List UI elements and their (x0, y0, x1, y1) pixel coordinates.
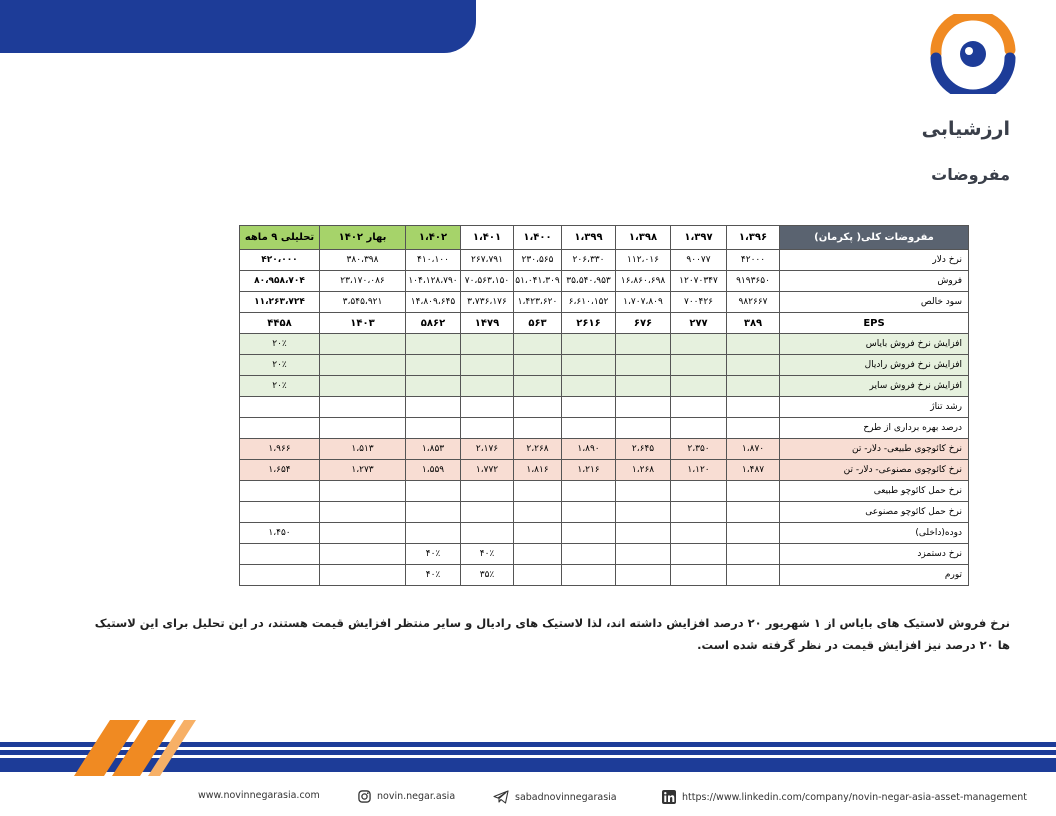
table-cell (727, 355, 780, 376)
assumptions-table (239, 225, 969, 586)
table-cell (727, 418, 780, 439)
table-cell (461, 376, 514, 397)
row-label: افزایش نرخ فروش بایاس (780, 334, 969, 355)
table-cell: ۵۸۶۲ (406, 313, 461, 334)
table-cell: ۱،۸۱۶ (514, 460, 562, 481)
table-cell: ۲،۲۶۸ (514, 439, 562, 460)
table-cell: ۴۴۵۸ (240, 313, 320, 334)
table-cell (461, 502, 514, 523)
analysis-note: نرخ فروش لاستیک های بایاس از ۱ شهریور ۲۰ درصد افزایش داشته اند، لذا لاستیک های رادیال و سایر منتظر افزایش قیمت هستند، در این تحلیل برای این لاستیک ها ۲۰ درصد نیز افزایش قیمت در نظر گرفته شده است. (94, 616, 1010, 652)
table-cell (461, 523, 514, 544)
table-row (240, 418, 969, 439)
table-cell: ۱،۷۰۷،۸۰۹ (616, 292, 671, 313)
table-cell (320, 418, 406, 439)
row-label: دوده(داخلی) (780, 523, 969, 544)
row-label: نرخ کائوچوی طبیعی- دلار- تن (780, 439, 969, 460)
table-cell: ۳۵،۵۴۰،۹۵۳ (562, 271, 616, 292)
column-header: ۱،۴۰۰ (514, 226, 562, 250)
table-cell (562, 565, 616, 586)
column-header: تحلیلی ۹ ماهه (240, 226, 320, 250)
table-cell (562, 418, 616, 439)
table-cell (727, 481, 780, 502)
table-cell (616, 397, 671, 418)
table-row (240, 313, 969, 334)
table-cell: ۱۶،۸۶۰،۶۹۸ (616, 271, 671, 292)
page-title: ارزشیابی (921, 118, 1010, 140)
table-cell (671, 544, 727, 565)
table-cell: ۱۴۷۹ (461, 313, 514, 334)
column-header: ۱،۳۹۹ (562, 226, 616, 250)
table-cell: ۵۱،۰۴۱،۳۰۹ (514, 271, 562, 292)
table-cell: ۲،۳۵۰ (671, 439, 727, 460)
table-cell (461, 355, 514, 376)
table-cell (671, 334, 727, 355)
table-cell (727, 397, 780, 418)
top-banner (0, 0, 476, 53)
row-label: افزایش نرخ فروش سایر (780, 376, 969, 397)
table-cell: ۲،۱۷۶ (461, 439, 514, 460)
table-row (240, 439, 969, 460)
table-cell (671, 523, 727, 544)
table-cell: ۱،۸۵۳ (406, 439, 461, 460)
table-cell: ۱،۱۲۰ (671, 460, 727, 481)
table-cell: ۴۲۰۰۰ (727, 250, 780, 271)
table-cell (671, 481, 727, 502)
table-cell (514, 334, 562, 355)
table-cell: ۱،۴۲۳،۶۲۰ (514, 292, 562, 313)
table-cell (616, 376, 671, 397)
table-cell (671, 502, 727, 523)
table-cell (616, 355, 671, 376)
row-label: نرخ کائوچوی مصنوعی- دلار- تن (780, 460, 969, 481)
table-cell (514, 523, 562, 544)
page-subtitle: مفروضات (931, 165, 1010, 184)
table-cell (461, 397, 514, 418)
table-cell (320, 376, 406, 397)
row-label: نرخ دستمزد (780, 544, 969, 565)
table-cell (562, 523, 616, 544)
table-cell (514, 355, 562, 376)
table-cell: ۱۱۲،۰۱۶ (616, 250, 671, 271)
table-cell: ۱،۸۷۰ (727, 439, 780, 460)
table-cell: ۱۴،۸۰۹،۶۴۵ (406, 292, 461, 313)
table-cell (514, 376, 562, 397)
row-label: سود خالص (780, 292, 969, 313)
column-header: ۱،۴۰۲ (406, 226, 461, 250)
website-text[interactable]: www.novinnegarasia.com (198, 790, 320, 801)
table-row (240, 334, 969, 355)
table-row (240, 271, 969, 292)
table-cell (562, 544, 616, 565)
table-cell (671, 355, 727, 376)
row-label: افزایش نرخ فروش رادیال (780, 355, 969, 376)
table-cell (562, 502, 616, 523)
table-cell (514, 481, 562, 502)
linkedin-text[interactable]: https://www.linkedin.com/company/novin-negar-asia-asset-management (682, 791, 1028, 803)
table-header-row (240, 226, 969, 250)
footer-linkedin[interactable] (662, 790, 1027, 804)
table-cell: ۴۰٪ (461, 544, 514, 565)
table-cell (727, 544, 780, 565)
table-row (240, 481, 969, 502)
table-cell: ۱،۸۹۰ (562, 439, 616, 460)
footer-website[interactable] (198, 790, 320, 801)
table-cell: ۲۷۷ (671, 313, 727, 334)
table-cell (514, 565, 562, 586)
table-cell: ۱،۴۸۷ (727, 460, 780, 481)
table-cell (406, 418, 461, 439)
telegram-text[interactable]: sabadnovinnegarasia (515, 791, 617, 803)
table-cell: ۹۱۹۳۶۵۰ (727, 271, 780, 292)
table-cell (562, 376, 616, 397)
table-cell: ۲۶۱۶ (562, 313, 616, 334)
table-cell: ۱،۴۵۰ (240, 523, 320, 544)
table-cell: ۴۱۰،۱۰۰ (406, 250, 461, 271)
table-cell (406, 397, 461, 418)
table-cell: ۱،۲۷۳ (320, 460, 406, 481)
table-cell: ۸۰،۹۵۸،۷۰۴ (240, 271, 320, 292)
table-row (240, 565, 969, 586)
table-cell (727, 376, 780, 397)
table-cell: ۶،۶۱۰،۱۵۲ (562, 292, 616, 313)
table-cell: ۳۵٪ (461, 565, 514, 586)
table-cell (514, 418, 562, 439)
column-header: ۱،۴۰۱ (461, 226, 514, 250)
table-cell (240, 481, 320, 502)
table-cell: ۹۰۰۷۷ (671, 250, 727, 271)
table-cell: ۱۱،۲۶۳،۷۲۴ (240, 292, 320, 313)
table-cell: ۲۳۰،۵۶۵ (514, 250, 562, 271)
table-cell: ۵۶۳ (514, 313, 562, 334)
table-cell (406, 481, 461, 502)
column-header: ۱،۳۹۸ (616, 226, 671, 250)
row-label: نرخ حمل کائوچو طبیعی (780, 481, 969, 502)
table-cell: ۱،۵۵۹ (406, 460, 461, 481)
table-row (240, 523, 969, 544)
table-cell (671, 418, 727, 439)
table-cell: ۲۰٪ (240, 376, 320, 397)
table-row (240, 250, 969, 271)
table-cell: ۱۲۰۷۰۳۴۷ (671, 271, 727, 292)
table-cell (671, 376, 727, 397)
table-cell: ۲۰٪ (240, 355, 320, 376)
table-cell (514, 502, 562, 523)
table-cell (727, 523, 780, 544)
table-cell: ۳،۷۳۶،۱۷۶ (461, 292, 514, 313)
table-cell (727, 565, 780, 586)
table-row (240, 397, 969, 418)
table-cell (240, 418, 320, 439)
column-header: بهار ۱۴۰۲ (320, 226, 406, 250)
table-head-label: مفروضات کلی( پکرمان) (780, 226, 969, 250)
footer-instagram[interactable] (358, 790, 455, 803)
table-cell (320, 397, 406, 418)
table-cell (240, 397, 320, 418)
table-cell (240, 565, 320, 586)
table-cell: ۲۰٪ (240, 334, 320, 355)
table-cell (406, 355, 461, 376)
table-cell (461, 481, 514, 502)
row-label: فروش (780, 271, 969, 292)
table-cell (240, 544, 320, 565)
table-cell (320, 355, 406, 376)
table-cell: ۲۶۷،۷۹۱ (461, 250, 514, 271)
table-cell (406, 523, 461, 544)
table-cell (320, 502, 406, 523)
table-cell (616, 502, 671, 523)
table-cell (514, 397, 562, 418)
table-row (240, 292, 969, 313)
table-cell (320, 523, 406, 544)
table-cell (727, 502, 780, 523)
table-cell (514, 544, 562, 565)
company-logo-icon (928, 14, 1018, 94)
table-row (240, 502, 969, 523)
table-cell: ۳،۵۴۵،۹۲۱ (320, 292, 406, 313)
table-cell (616, 418, 671, 439)
table-cell: ۱،۲۶۸ (616, 460, 671, 481)
table-cell (320, 565, 406, 586)
table-cell: ۴۲۰،۰۰۰ (240, 250, 320, 271)
table-cell: ۱،۵۱۳ (320, 439, 406, 460)
table-cell: ۱،۶۵۴ (240, 460, 320, 481)
linkedin-icon (662, 790, 676, 804)
table-row (240, 376, 969, 397)
instagram-text[interactable]: novin.negar.asia (377, 791, 456, 802)
table-cell: ۳۸۹ (727, 313, 780, 334)
instagram-icon (358, 790, 371, 803)
row-label: درصد بهره برداری از طرح (780, 418, 969, 439)
table-cell: ۷۰۰۴۲۶ (671, 292, 727, 313)
table-cell: ۹۸۲۶۶۷ (727, 292, 780, 313)
table-cell (616, 334, 671, 355)
table-cell (562, 397, 616, 418)
column-header: ۱،۳۹۶ (727, 226, 780, 250)
table-cell: ۱،۷۷۲ (461, 460, 514, 481)
table-cell (320, 544, 406, 565)
table-cell (320, 334, 406, 355)
table-cell: ۳۸۰،۳۹۸ (320, 250, 406, 271)
row-label: EPS (780, 313, 969, 334)
table-cell (727, 334, 780, 355)
table-cell: ۱۰۴،۱۲۸،۷۹۰ (406, 271, 461, 292)
table-cell (406, 502, 461, 523)
table-row (240, 355, 969, 376)
table-cell (616, 544, 671, 565)
table-cell: ۶۷۶ (616, 313, 671, 334)
table-cell: ۴۰٪ (406, 565, 461, 586)
table-cell (562, 334, 616, 355)
table-cell: ۱،۲۱۶ (562, 460, 616, 481)
table-cell: ۲۳،۱۷۰،۰۸۶ (320, 271, 406, 292)
table-cell: ۲،۶۴۵ (616, 439, 671, 460)
table-row (240, 544, 969, 565)
table-cell (671, 397, 727, 418)
footer-stripes (0, 716, 1056, 776)
table-body (240, 250, 969, 586)
table-cell: ۷۰،۵۶۳،۱۵۰ (461, 271, 514, 292)
table-cell (562, 481, 616, 502)
table-cell (320, 481, 406, 502)
table-cell (671, 565, 727, 586)
row-label: نرخ حمل کائوچو مصنوعی (780, 502, 969, 523)
table-cell: ۲۰۶،۳۳۰ (562, 250, 616, 271)
table-cell (461, 334, 514, 355)
table-cell (461, 418, 514, 439)
column-header: ۱،۳۹۷ (671, 226, 727, 250)
table-cell: ۱۴۰۳ (320, 313, 406, 334)
table-cell: ۱،۹۶۶ (240, 439, 320, 460)
telegram-icon (493, 790, 509, 804)
row-label: نرخ دلار (780, 250, 969, 271)
footer-telegram[interactable] (493, 790, 617, 804)
table-cell (240, 502, 320, 523)
table-row (240, 460, 969, 481)
table-cell (562, 355, 616, 376)
table-cell (616, 481, 671, 502)
table-cell (406, 376, 461, 397)
table-cell (406, 334, 461, 355)
row-label: تورم (780, 565, 969, 586)
table-cell (616, 565, 671, 586)
table-cell: ۴۰٪ (406, 544, 461, 565)
table-cell (616, 523, 671, 544)
row-label: رشد تناژ (780, 397, 969, 418)
